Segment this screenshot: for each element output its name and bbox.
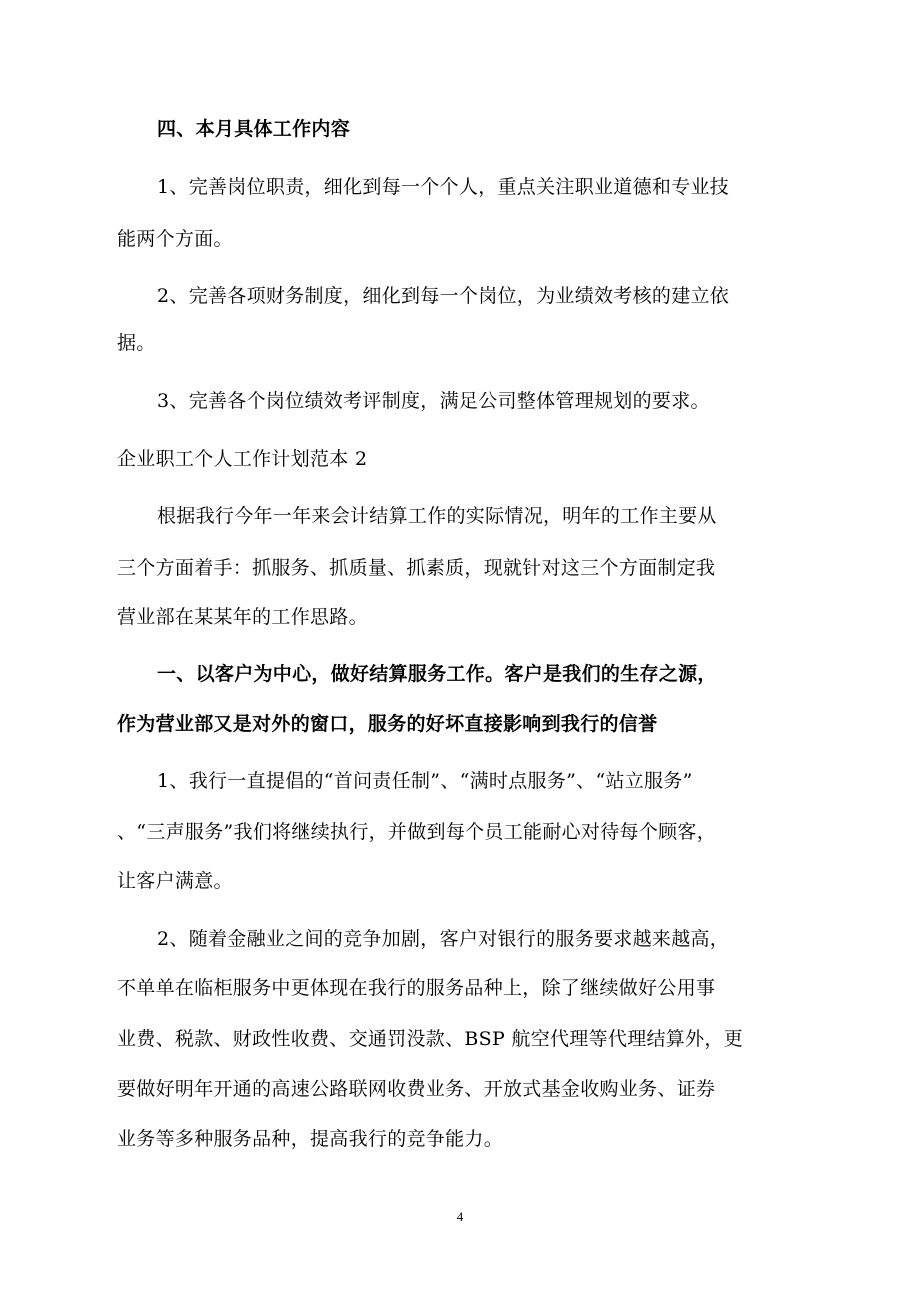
s1-item2-line4: 要做好明年开通的高速公路联网收费业务、开放式基金收购业务、证券: [117, 1078, 716, 1100]
section-one-line1: 一、以客户为中心，做好结算服务工作。客户是我们的生存之源，: [157, 663, 717, 685]
s1-item1-line1: 1、我行一直提倡的“首问责任制”、“满时点服务”、“站立服务”: [157, 770, 693, 792]
intro-line3: 营业部在某某年的工作思路。: [117, 606, 368, 628]
item3-line1: 3、完善各个岗位绩效考评制度，满足公司整体管理规划的要求。: [157, 390, 710, 412]
item1-line1: 1、完善岗位职责，细化到每一个个人，重点关注职业道德和专业技: [157, 176, 730, 198]
page-number: 4: [456, 1209, 464, 1224]
s1-item2-line3: 业费、税款、财政性收费、交通罚没款、BSP 航空代理等代理结算外，更: [117, 1028, 744, 1050]
intro-line2: 三个方面着手：抓服务、抓质量、抓素质，现就针对这三个方面制定我: [117, 557, 716, 579]
section-four-heading: 四、本月具体工作内容: [157, 118, 351, 140]
s1-item1-line2: 、“三声服务”我们将继续执行，并做到每个员工能耐心对待每个顾客，: [117, 821, 717, 843]
item2-line2: 据。: [117, 332, 156, 354]
item1-line2: 能两个方面。: [117, 228, 233, 250]
item2-line1: 2、完善各项财务制度，细化到每一个岗位，为业绩效考核的建立依: [157, 285, 730, 307]
s1-item1-line3: 让客户满意。: [117, 870, 233, 892]
section-one-line2: 作为营业部又是对外的窗口，服务的好坏直接影响到我行的信誉: [117, 713, 658, 735]
s1-item2-line2: 不单单在临柜服务中更体现在我行的服务品种上，除了继续做好公用事: [117, 977, 716, 999]
intro-line1: 根据我行今年一年来会计结算工作的实际情况，明年的工作主要从: [157, 505, 717, 527]
sample-title: 企业职工个人工作计划范本 2: [117, 448, 368, 470]
s1-item2-line5: 业务等多种服务品种，提高我行的竞争能力。: [117, 1128, 504, 1150]
s1-item2-line1: 2、随着金融业之间的竞争加剧，客户对银行的服务要求越来越高，: [157, 928, 730, 950]
